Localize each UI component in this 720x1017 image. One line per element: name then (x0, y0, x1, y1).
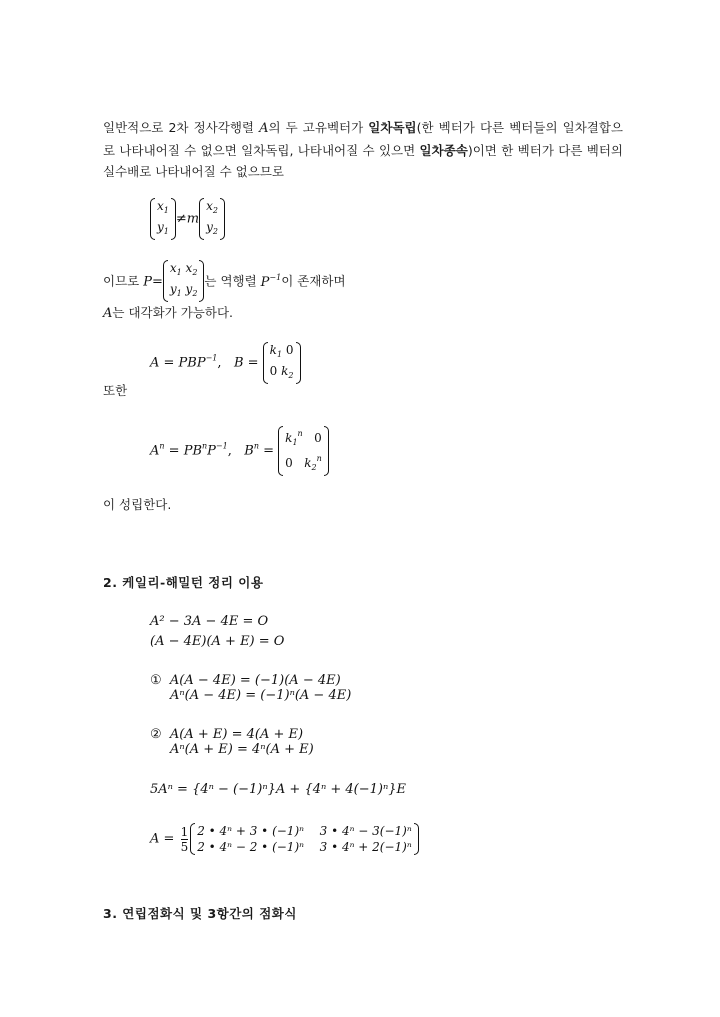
x2: $x_2$ (206, 199, 218, 215)
eq-pow-P: P (207, 443, 216, 459)
case-1-line-a (150, 673, 341, 688)
case-2-marker: ② (150, 727, 162, 742)
P-inverse: $P^{-1}$ (260, 272, 282, 290)
y2: $y_2$ (206, 220, 218, 236)
vector-2 (199, 198, 225, 240)
line-P-pre: 이므로 (103, 273, 144, 289)
term-linear-independence: 일차독립 (368, 120, 417, 135)
eq-power (150, 426, 329, 476)
text-also: 또한 (103, 383, 128, 398)
term-linear-dependence: 일차종속 (419, 142, 468, 158)
var-A-2: A (103, 306, 113, 321)
section-2-heading: 2. 케일리-해밀턴 정리 이용 (103, 575, 264, 590)
cayley-eq-1: A² − 3A − 4E = O (150, 614, 269, 629)
var-A: A (259, 121, 269, 136)
intro-paragraph (103, 117, 623, 183)
equals-sign: = (151, 274, 163, 290)
intro-text-1: 일반적으로 2차 정사각행렬 (103, 120, 260, 135)
x1: $x_1$ (157, 199, 169, 215)
text-holds: 이 성립한다. (103, 497, 172, 512)
matrix-B-power: $k_1^n$ 0 0 $k_2^n$ (278, 426, 329, 476)
eq-pow-B: B (244, 443, 254, 459)
eq-pow-sep: , (227, 443, 232, 459)
eq-independence (150, 198, 225, 240)
fraction-one-fifth: $\frac{1}{5}$ (180, 824, 189, 854)
eq-pow-A-sup: n (159, 441, 165, 451)
m22: 3 • 4ⁿ + 2(−1)ⁿ (319, 840, 412, 854)
eq-diag-sup: −1 (205, 353, 218, 363)
m21: 2 • 4ⁿ − 2 • (−1)ⁿ (197, 840, 304, 854)
coef-m: m (186, 211, 200, 227)
case-1-eq-b: Aⁿ(A − 4E) = (−1)ⁿ(A − 4E) (170, 688, 352, 703)
eq-diagonalization (150, 342, 301, 384)
matrix-P: $x_1$ $x_2$ $y_1$ $y_2$ (163, 260, 205, 302)
not-equal-sign: ≠ (175, 211, 187, 227)
line-P-post2: 이 존재하며 (281, 273, 346, 289)
y1: $y_1$ (157, 220, 169, 236)
eq-diag-B: B = (233, 355, 259, 371)
line-P-post: 는 역행렬 (204, 273, 261, 289)
m11: 2 • 4ⁿ + 3 • (−1)ⁿ (197, 824, 304, 838)
case-1-marker: ① (150, 673, 162, 688)
intro-text-4: )이면 한 벡터가 다른 벡터의 실수배로 나타내어질 수 없으므로 (103, 142, 623, 179)
case-2-line-a (150, 727, 303, 742)
cayley-eq-2: (A − 4E)(A + E) = O (150, 634, 285, 649)
final-formula (150, 823, 419, 855)
final-matrix (190, 823, 419, 855)
eq-pow-mid: = PB (164, 443, 203, 459)
intro-text-2: 의 두 고유벡터가 (268, 120, 369, 135)
eq-pow-A: A (150, 443, 160, 459)
eq-pow-B-sup: n (253, 441, 259, 451)
case-1-eq-a: A(A − 4E) = (−1)(A − 4E) (169, 673, 341, 688)
line-P-matrix (103, 260, 346, 302)
intro-text-3: (한 벡터가 다른 벡터들의 일차결합으로 나타내어질 수 없으면 일차독립, 나타내어질 수 있으면 (103, 120, 623, 158)
matrix-B: $k_1$ 0 0 $k_2$ (263, 342, 301, 384)
vector-1 (150, 198, 176, 240)
line-diagonalizable (103, 302, 233, 321)
cayley-eq-5An: 5Aⁿ = {4ⁿ − (−1)ⁿ}A + {4ⁿ + 4(−1)ⁿ}E (150, 782, 407, 797)
eq-diag-sep: , (217, 355, 222, 371)
eq-pow-eq: = (258, 443, 275, 459)
diag-text: 는 대각화가 가능하다. (112, 305, 233, 320)
section-3-heading: 3. 연립점화식 및 3항간의 점화식 (103, 906, 297, 921)
eq-pow-mid-sup: n (202, 441, 208, 451)
eq-diag-lhs: A = PBP (150, 355, 206, 371)
m12: 3 • 4ⁿ − 3(−1)ⁿ (319, 824, 412, 838)
var-P: P (143, 274, 152, 290)
eq-pow-P-sup: −1 (215, 441, 228, 451)
final-lhs: A = (150, 831, 175, 847)
case-2-eq-b: Aⁿ(A + E) = 4ⁿ(A + E) (170, 742, 314, 757)
case-2-eq-a: A(A + E) = 4(A + E) (169, 727, 304, 742)
